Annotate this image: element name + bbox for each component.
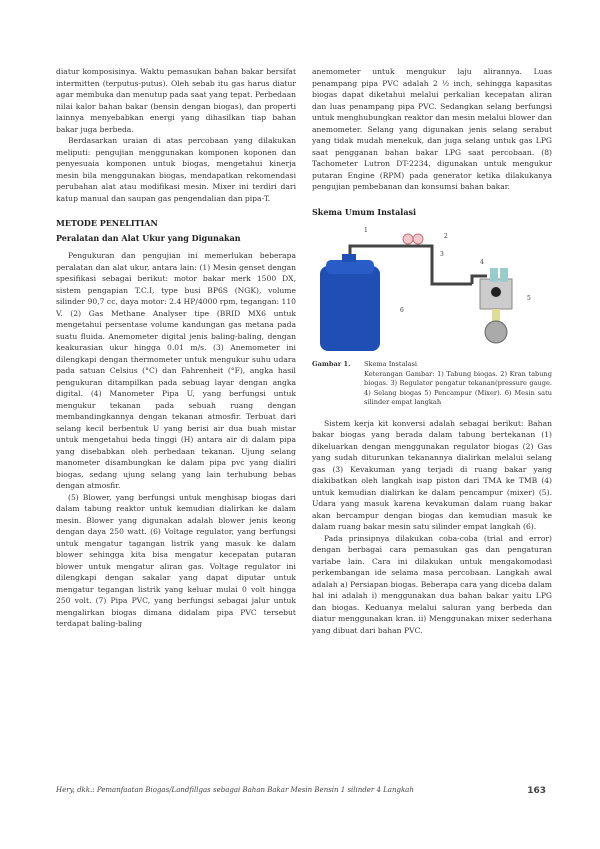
right-column	[312, 66, 552, 636]
subsection-heading: Peralatan dan Alat Ukur yang Digunakan	[56, 232, 241, 243]
svg-text:3: 3	[440, 251, 444, 258]
paragraph: (5) Blower, yang berfungsi untuk menghisap biogas dari dalam tabung reaktor untuk kemudian dialirkan ke dalam mesin. Blower yang digunakan adalah blower jenis keong dengan daya 250 watt. (6) Voltage regulator, yang berfungsi untuk mengatur tagangan listrik yang masuk ke dalam blower sehingga kita bisa mengatur kecepatan putaran blower untuk mengatur aliran gas. Voltage regulator ini dilengkapi dengan sakalar yang dapat diputar untuk mengatur tegangan listrik yang keluar mulai 0 volt hingga 250 volt. (7) Pipa PVC, yang berfungsi sebagai jalur untuk mengalirkan biogas dimana didalam pipa PVC tersebut terdapat baling-baling	[56, 492, 296, 628]
paragraph: diatur komposisinya. Waktu pemasukan bahan bakar bersifat intermitten (terputus-putus). Oleh sebab itu gas harus diatur agar membuka dan menutup pada saat yang tepat. Perbedaan nilai kalor bahan bakar (bensin dengan biogas), dan properti lainnya menyebabkan energi yang dihasilkan tiap bahan bakar juga berbeda.	[56, 67, 296, 134]
page-number: 163	[527, 786, 546, 796]
paragraph: Pada prinsipnya dilakukan coba-coba (trial and error) dengan berbagai cara pemasukan gas dan pengaturan variabe lain. Cara ini dilakukan untuk mengakomodasi perkembangan ide selama masa percobaan. Langkah awal adalah a) Persiapan biogas. Beberapa cara yang diceba dalam hal ini adalah i) menggunakan dua bahan bakar yaitu LPG dan biogas. Keduanya melalui saluran yang berbeda dan diatur menggunakan kran. ii) Menggunakan mixer sederhana yang dibuat dari bahan PVC.	[312, 533, 552, 635]
schematic-icon	[312, 224, 552, 354]
svg-text:6: 6	[400, 307, 404, 314]
svg-text:1: 1	[364, 227, 368, 234]
svg-text:4: 4	[480, 259, 484, 266]
figure-heading: Skema Umum Instalasi	[312, 206, 417, 217]
footer-citation: Hery, dkk.: Pemanfaatan Biogas/Landfillgas sebagai Bahan Bakar Mesin Bensin 1 silinder 4 Langkah	[56, 786, 414, 794]
paragraph: anemometer untuk mengukur laju alirannya. Luas penampang pipa PVC adalah 2 ½ inch, sehingga kapasitas biogas dapat diketahui melalui perkalian kecepatan aliran dan luas penampang pipa PVC. Sedangkan selang berfungsi untuk menghubungkan reaktor dan mesin melalui blower dan anemometer. Selang yang digunakan jenis selang serabut yang tidak mudah menekuk, dan juga selang untuk gas LPG saat pengganan bahan bakar LPG saat percobaan. (8) Tachometer Lutron DT-2234, digunakan untuk mengukur putaran Engine (RPM) pada generator ketika dilakukanya pengujian pembebanan dan konsumsi bahan bakar.	[312, 67, 552, 191]
figure-caption	[312, 360, 552, 408]
caption-title: Skema Instalasi	[364, 360, 418, 368]
caption-text: Keterangan Gambar: 1) Tabung biogas. 2) Kran tabung biogas. 3) Regulator pengatur tekanan(pressure gauge. 4) Selang biogas 5) Pencampur (Mixer). 6) Mesin satu silinder empat langkah	[364, 369, 552, 406]
paragraph: Sistem kerja kit konversi adalah sebagai berikut: Bahan bakar biogas yang berada dalam tabung bertekanan (1) dikeluarkan dengan menggunakan regulator biogas (2) Gas yang sudah diturunkan tekanannya dialirkan melalui selang gas (3) Kevakuman yang terjadi di ruang bakar yang diakibatkan oleh langkah isap piston dari TMA ke TMB (4) untuk kemudian dialirkan ke dalam pencampur (mixer) (5). Udara yang masuk karena kevakuman dalam ruang bakar akan bercampur dengan biogas dan kemudian masuk ke dalam ruang bakar mesin satu silinder empat langkah (6).	[312, 418, 552, 531]
svg-text:2: 2	[444, 233, 448, 240]
section-heading: METODE PENELITIAN	[56, 218, 158, 228]
page-footer	[56, 786, 546, 796]
svg-text:5: 5	[527, 295, 531, 302]
paragraph: Berdasarkan uraian di atas percobaan yang dilakukan meliputi: pengujian menggunakan komponen koponen dan penyesuaia komponen untuk biogas, mengetahui kinerja mesin bila menggunakan biogas, mendapatkan rekomendasi perubahan alat atau modifikasi mesin. Mixer ini terdiri dari katup manual dan saupan gas pengendalian dan pipa-T.	[56, 136, 296, 203]
installation-diagram	[312, 224, 552, 354]
paragraph: Pengukuran dan pengujian ini memerlukan beberapa peralatan dan alat ukur, antara lain: (1) Mesin genset dengan spesifikasi sebagai berikut: motor bakar merk 1500 DX, sistem pengapian T.C.I, type busi BP6S (NGK), volume silinder 90,7 cc, daya motor: 2.4 HP/4000 rpm, tegangan: 110 V. (2) Gas Methane Analyser tipe (BRID MX6 untuk mengetahui persentase volume kandungan gas metana pada suatu fluida. Anemometer digital jenis baling-baling, dengan keakurasian ukur hingga 0.01 m/s. (3) Anemometer ini dilengkapi dengan thermometer untuk mengukur suhu udara pada satuan Celsius (°C) dan Fahrenheit (°F), angka hasil pengukuran ditampilkan pada sebuag layar dengan angka digital. (4) Manometer Pipa U, yang berfungsi untuk mengukur tekanan pada sebuah ruang dengan membandingkannya dengan tekanan atmosfir. Terbuat dari selang kecil berbentuk U yang berisi air dua buah mistar untuk mengetahui beda tinggi (H) antara air di dalam pipa yang disebabkan oleh perbedaan tekanan. Ujung selang manometer disambungkan ke dalam pipa pvc yang dialiri biogas, sedang ujung selang yang lain terhubung bebas dengan atmosfir.	[56, 251, 296, 490]
caption-label: Gambar 1.	[312, 360, 351, 368]
left-column	[56, 66, 296, 630]
